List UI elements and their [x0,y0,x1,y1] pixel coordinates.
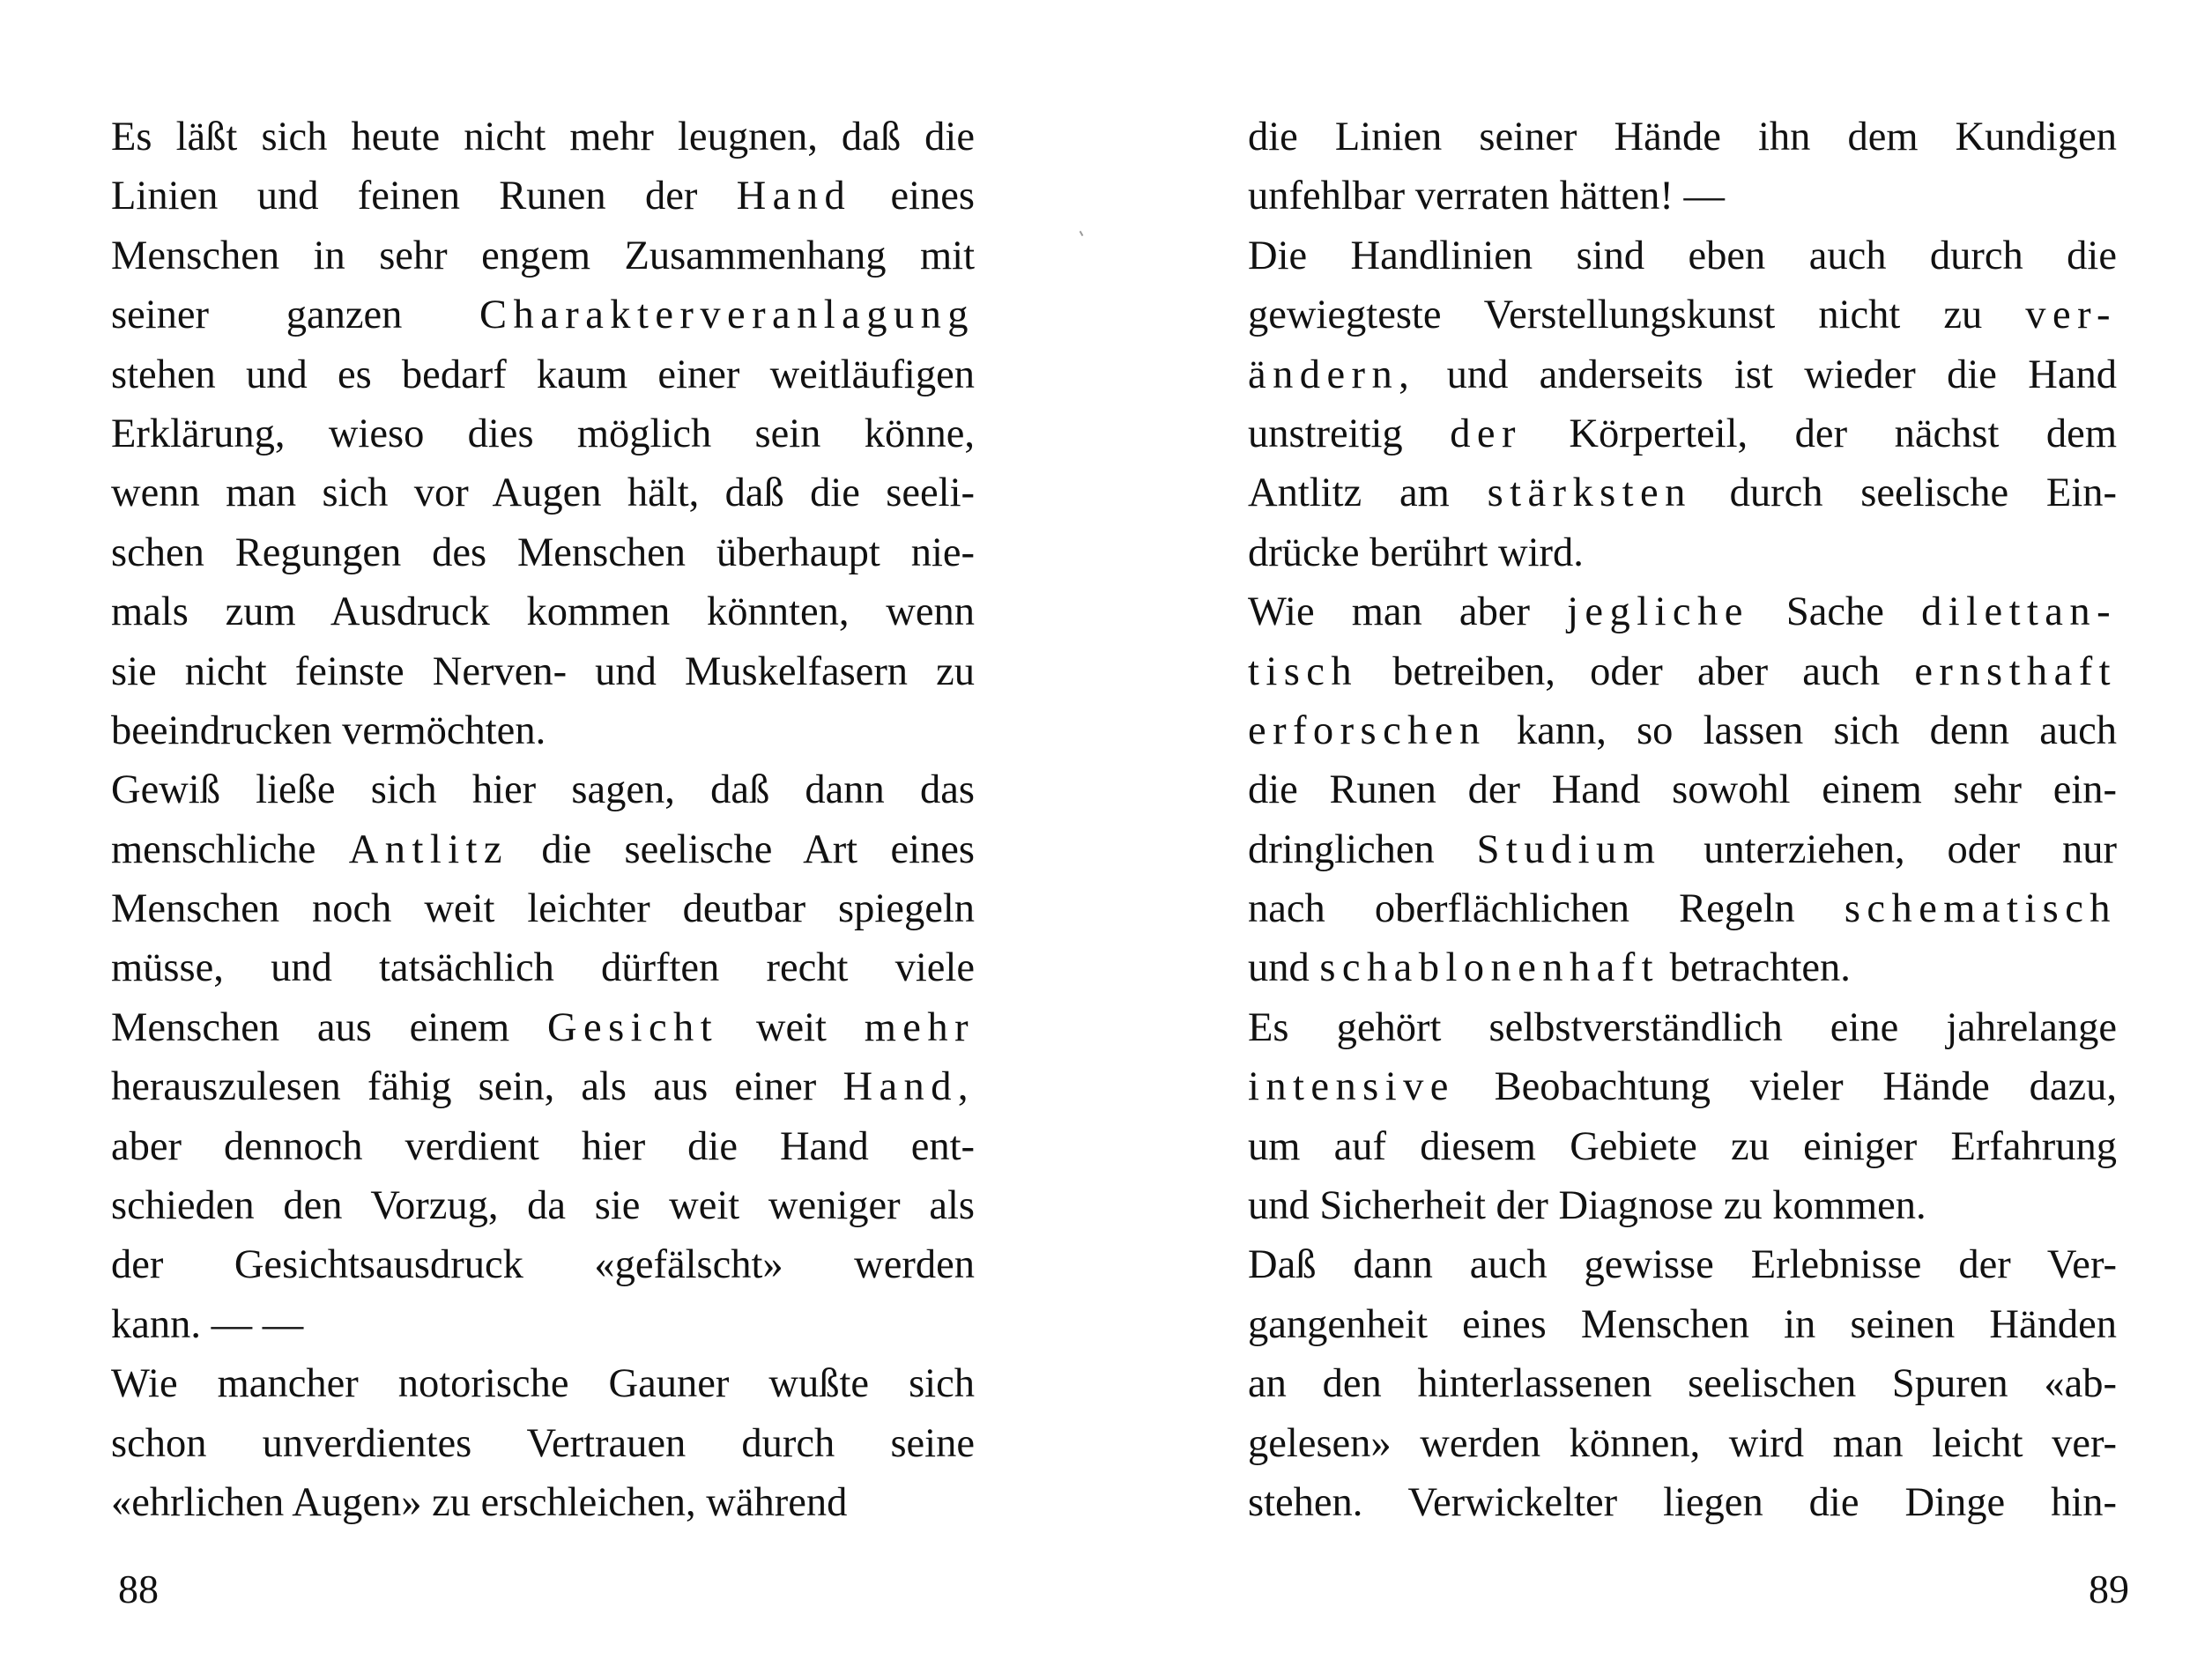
text-segment: schon unverdientes Vertrauen durch seine [111,1420,975,1466]
text-line [111,1414,975,1473]
text-line [111,463,975,522]
text-segment: müsse, und tatsächlich dürften recht viele [111,945,975,991]
text-segment: Antlitz am [1248,470,1488,516]
text-line [111,107,975,167]
text-segment: herauszulesen fähig sein, als aus einer [111,1064,843,1110]
spaced-emphasis: ernsthaft [1914,648,2117,694]
spaced-emphasis: ändern, [1248,352,1416,397]
text-line [111,760,975,819]
text-segment: Menschen aus einem [111,1004,547,1050]
spaced-emphasis: Charakterveranlagung [479,293,975,338]
text-line [1248,820,2117,879]
spaced-emphasis: intensive [1248,1064,1455,1110]
right-page-text [1248,107,2117,1532]
text-line [111,404,975,463]
text-segment: Wie mancher notorische Gauner wußte sich [111,1361,975,1407]
spaced-emphasis: tisch [1248,648,1359,694]
text-segment: Sache [1748,589,1922,635]
text-segment: beeindrucken vermöchten. [111,707,546,753]
text-line [111,1057,975,1116]
text-segment: weit [718,1004,865,1050]
text-segment: seiner ganzen [111,293,480,338]
text-line [111,1295,975,1354]
text-segment: wenn man sich vor Augen hält, daß die seeli- [111,470,975,516]
text-line [111,642,975,701]
text-segment: Menschen noch weit leichter deutbar spiegeln [111,886,975,932]
spaced-emphasis: schablonenhaft [1319,945,1660,991]
text-segment: Beobachtung vieler Hände dazu, [1454,1064,2117,1110]
text-segment: sie nicht feinste Nerven- und Muskelfasern zu [111,648,975,694]
text-segment: Die Handlinien sind eben auch durch die [1248,233,2117,278]
text-line [111,701,975,760]
text-line [111,820,975,879]
text-segment: an den hinterlassenen seelischen Spuren «ab- [1248,1361,2117,1407]
text-segment: stehen. Verwickelter liegen die Dinge hin- [1248,1479,2117,1525]
left-page-number: 88 [118,1567,159,1611]
text-line [111,167,975,226]
spaced-emphasis: Hand, [842,1064,975,1110]
text-line [1248,463,2117,522]
text-segment: «ehrlichen Augen» zu erschleichen, während [111,1479,848,1525]
text-segment: die Runen der Hand sowohl einem sehr ein- [1248,767,2117,813]
text-segment: und Sicherheit der Diagnose zu kommen. [1248,1183,1926,1229]
text-segment: stehen und es bedarf kaum einer weitläufigen [111,352,975,397]
text-segment: eines [851,174,975,219]
text-line [1248,167,2117,226]
text-segment: Es gehört selbstverständlich eine jahrelange [1248,1004,2117,1050]
spaced-emphasis: ver- [2025,293,2117,338]
text-line [111,1176,975,1235]
text-line [1248,642,2117,701]
text-segment: durch seelische Ein- [1691,470,2117,516]
text-line [1248,701,2117,760]
text-segment: unterziehen, oder nur [1661,826,2117,872]
text-line [1248,1414,2117,1473]
text-line [1248,1354,2117,1413]
text-line [111,345,975,404]
text-segment: mals zum Ausdruck kommen könnten, wenn [111,589,975,635]
text-segment: gangenheit eines Menschen in seinen Händen [1248,1301,2117,1347]
text-segment: menschliche [111,826,349,872]
text-line [111,285,975,344]
text-segment: die seelische Art eines [508,826,975,872]
text-line [1248,1235,2117,1294]
spaced-emphasis: jegliche [1567,589,1749,635]
text-line [1248,998,2117,1057]
text-line [1248,285,2117,344]
text-line [111,998,975,1057]
text-segment: unstreitig [1248,411,1451,456]
text-segment: dringlichen [1248,826,1477,872]
text-segment: drücke berührt wird. [1248,530,1584,575]
text-line [1248,226,2117,285]
spaced-emphasis: der [1450,411,1522,456]
text-line [111,879,975,938]
text-line [111,523,975,582]
text-segment: kann. — — [111,1301,304,1347]
text-line [111,582,975,641]
text-line [1248,1473,2117,1532]
text-segment: Körperteil, der nächst dem [1521,411,2117,456]
spaced-emphasis: erforschen [1248,707,1487,753]
text-line [111,1235,975,1294]
spaced-emphasis: Hand [736,174,852,219]
left-page-text [111,107,975,1532]
right-page-number: 89 [2089,1567,2129,1611]
text-line [1248,1057,2117,1116]
text-line [1248,107,2117,167]
text-segment: betrachten. [1659,945,1851,991]
text-line [1248,523,2117,582]
text-segment: Menschen in sehr engem Zusammenhang mit [111,233,975,278]
text-segment: Wie man aber [1248,589,1568,635]
spaced-emphasis: dilettan- [1921,589,2117,635]
text-line [111,1473,975,1532]
text-line [111,1354,975,1413]
spaced-emphasis: Gesicht [546,1004,719,1050]
spaced-emphasis: mehr [864,1004,975,1050]
text-segment: kann, so lassen sich denn auch [1486,707,2117,753]
text-line [1248,879,2117,938]
text-segment: um auf diesem Gebiete zu einiger Erfahrung [1248,1123,2117,1169]
text-segment: gewiegteste Verstellungskunst nicht zu [1248,293,2026,338]
right-page [1093,0,2212,1674]
text-segment: der Gesichtsausdruck «gefälscht» werden [111,1242,975,1288]
spaced-emphasis: stärksten [1487,470,1692,516]
text-segment: Linien und feinen Runen der [111,174,737,219]
text-segment: und anderseits ist wieder die Hand [1415,352,2117,397]
text-segment: gelesen» werden können, wird man leicht ver- [1248,1420,2117,1466]
text-segment: schieden den Vorzug, da sie weit weniger als [111,1183,975,1229]
text-line [111,226,975,285]
text-segment: Es läßt sich heute nicht mehr leugnen, daß die [111,115,975,159]
text-line [1248,760,2117,819]
text-line [1248,1117,2117,1176]
left-page [0,0,1093,1674]
spaced-emphasis: schematisch [1844,886,2117,932]
text-line [1248,938,2117,997]
spaced-emphasis: Studium [1476,826,1662,872]
text-segment: nach oberflächlichen Regeln [1248,886,1845,932]
text-segment: die Linien seiner Hände ihn dem Kundigen [1248,115,2117,159]
text-segment: Daß dann auch gewisse Erlebnisse der Ver- [1248,1242,2117,1288]
text-segment: schen Regungen des Menschen überhaupt nie- [111,530,975,575]
text-line [1248,1176,2117,1235]
text-segment: betreiben, oder aber auch [1358,648,1915,694]
text-segment: unfehlbar verraten hätten! — [1248,174,1725,219]
text-line [1248,404,2117,463]
text-line [1248,582,2117,641]
text-line [111,1117,975,1176]
text-line [1248,1295,2117,1354]
text-line [1248,345,2117,404]
text-line [111,938,975,997]
text-segment: Erklärung, wieso dies möglich sein könne, [111,411,975,456]
text-segment: aber dennoch verdient hier die Hand ent- [111,1123,975,1169]
spaced-emphasis: Antlitz [348,826,508,872]
text-segment: und [1248,945,1320,991]
text-segment: Gewiß ließe sich hier sagen, daß dann das [111,767,975,813]
